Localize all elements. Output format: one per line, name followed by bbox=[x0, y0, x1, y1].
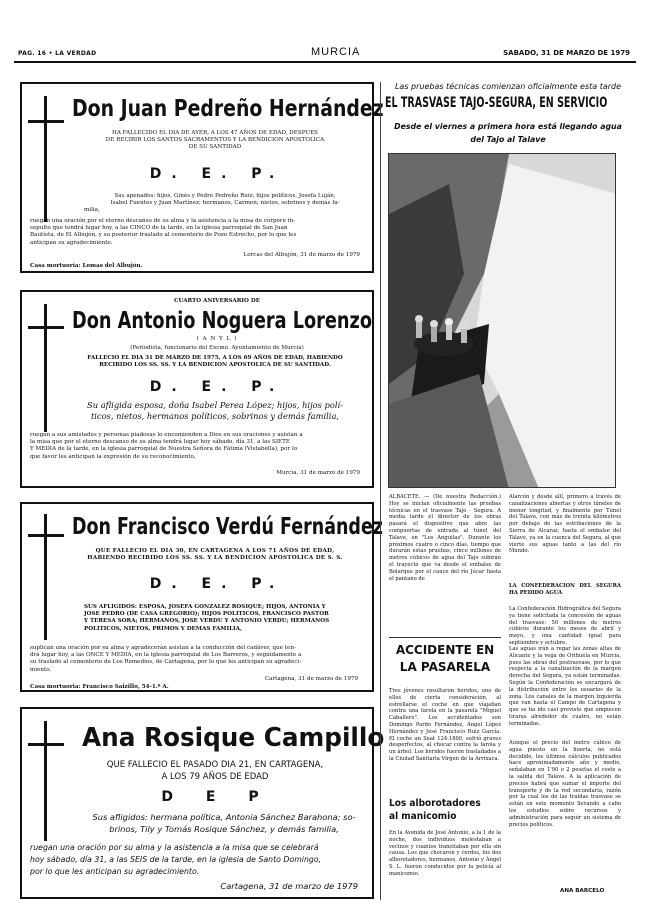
notice-line: HA FALLECIDO EL DIA DE AYER, A LOS 47 AÑOS DE EDAD, DESPUES bbox=[111, 130, 319, 136]
canal-photo-image bbox=[389, 154, 616, 488]
page-number: PAG. 16 • LA VERDAD bbox=[18, 50, 97, 57]
request-line: su traslado al cementerio de Los Remedios, de Cartagena, por lo que les anticipan su agradeci- bbox=[30, 659, 302, 666]
accident-box bbox=[389, 637, 501, 674]
article-paragraph: Tres jóvenes resultaron heridos, uno de ellos de cierta consideración, al estrellarse el coche en que viajaban contra una farola en la pasarela "Miguel Caballero". Los accidentados son Domingo Pardo Fernández, Ángel López Hernández y José Francisco Ruiz García. El coche un Seat 124-1800, sufrió graves desperfectos, al chocar contra la farola y un árbol. Los heridos fueron trasladados a la Ciudad Sanitaria Virgen de la Arrixaca. bbox=[389, 688, 501, 762]
canal-photo bbox=[388, 153, 616, 488]
obituary-name: Don Antonio Noguera Lorenzo bbox=[72, 308, 373, 334]
family-line: Sus apenados: hijos, Ginés y Pedro Pedreño Ruiz; hijos políticos, Josefa Luján, bbox=[114, 193, 336, 199]
family-line: brinos, Tily y Tomás Rosique Sánchez, y demás familia, bbox=[109, 824, 339, 834]
cross-bar bbox=[28, 534, 64, 537]
family-list bbox=[62, 400, 368, 422]
request-line: hoy sábado, día 31, a las SEIS de la tarde, en la iglesia de Santo Domingo, bbox=[30, 855, 322, 864]
notice-line: RECIBIDO LOS SS. SS. Y LA BENDICION APOSTOLICA DE SU SANTIDAD. bbox=[99, 362, 331, 369]
cross-icon bbox=[44, 514, 47, 640]
funeral-home: Casa mortuoria: Lomas del Albujón. bbox=[30, 263, 143, 269]
accident-title bbox=[389, 642, 501, 676]
family-list bbox=[84, 193, 366, 215]
article-kicker: Las pruebas técnicas comienzan oficialmente esta tarde bbox=[394, 82, 622, 91]
cross-bar bbox=[28, 120, 64, 123]
request-text bbox=[30, 218, 366, 247]
place-date: Lorcas del Albujón, 31 de marzo de 1979 bbox=[243, 252, 360, 258]
obituary-noguera bbox=[20, 290, 374, 488]
request-line: ruegan una oración por su alma y la asistencia a la misa que se celebrará bbox=[30, 843, 319, 852]
request-line: ruegan a sus amistades y personas piadosas lo encomienden a Dios en sus oraciones y asistan a bbox=[30, 432, 303, 438]
request-line: anticipan su agradecimiento. bbox=[30, 239, 113, 246]
family-line: Sus afligidos: hermana política, Antonia Sánchez Barahona; so- bbox=[92, 812, 356, 822]
dep-label: D. E. P. bbox=[149, 166, 285, 182]
cross-bar bbox=[28, 326, 64, 329]
pseudonym: ( A N Y L ) bbox=[196, 336, 238, 342]
notice-line: FALLECIO EL DIA 31 DE MARZO DE 1975, A LOS 69 AÑOS DE EDAD, HABIENDO bbox=[87, 355, 343, 361]
family-line: Isabel Fuentes y Juan Martínez; hermanos, Carmen; nietos, sobrinos y demás fa- bbox=[110, 200, 340, 207]
family-list bbox=[82, 811, 366, 835]
family-line: JOSE PEDRO (DE CASA GREGORIO); HIJOS POLITICOS, FRANCISCO PASTOR bbox=[84, 611, 329, 618]
funeral-home: Casa mortuoria: Francisco Saizillo, 54-1.º A. bbox=[30, 684, 169, 690]
request-text bbox=[30, 645, 366, 674]
obituary-notice bbox=[64, 130, 366, 152]
article-subhead: LA CONFEDERACION DEL SEGURA HA PEDIDO AGUA bbox=[509, 583, 621, 596]
notice-line: DE SU SANTIDAD bbox=[188, 144, 242, 151]
article-deck bbox=[385, 120, 631, 146]
place-date: Cartagena, 31 de marzo de 1979 bbox=[264, 676, 358, 682]
cross-icon bbox=[44, 96, 47, 222]
title-line: al manicomio bbox=[389, 811, 457, 822]
notice-line: A LOS 79 AÑOS DE EDAD bbox=[161, 772, 269, 782]
request-line: que favor les anticipan la expresión de su reconocimiento. bbox=[30, 453, 196, 460]
obituary-verdu bbox=[20, 502, 383, 692]
family-line: Su afligida esposa, doña Isabel Perea López; hijos, hijos polí- bbox=[87, 400, 343, 410]
request-line: por lo que les anticipan su agradecimiento. bbox=[30, 867, 200, 876]
occupation: (Periodista, funcionario del Excmo. Ayuntamiento de Murcia) bbox=[130, 345, 304, 351]
obituary-name: Don Juan Pedreño Hernández bbox=[72, 96, 384, 122]
obituary-notice bbox=[62, 355, 368, 369]
deck-line: Desde el viernes a primera hora está llegando agua bbox=[394, 122, 622, 131]
cross-bar bbox=[28, 743, 64, 746]
request-line: Bautista, de El Albujón, y su posterior traslado al cementerio de Pozo Estrecho, por lo que les bbox=[30, 232, 297, 239]
title-line: Los alborotadores bbox=[389, 798, 481, 809]
article-paragraph: La Confederación Hidrográfica del Segura ya tiene solicitada la concesión de aguas del trasvase: 50 millones de metros cúbicos durante los meses de abril y mayo, y una cantidad igual para septiembre y octubre. bbox=[509, 606, 621, 646]
dep-label: D. E. P. bbox=[149, 379, 285, 395]
section-title: MURCIA bbox=[311, 46, 361, 58]
dep-label: D. E. P. bbox=[149, 576, 285, 592]
family-line: ticos, nietos, hermanos políticos, sobrinos y demás familia, bbox=[90, 411, 340, 421]
request-line: suplican una oración por su alma y agradecerán asistan a la conducción del cadáver, que ten- bbox=[30, 645, 296, 651]
family-line: Y TERESA SORA; HERMANOS, JOSE VERDU Y ANTONIO VERDU; HERMANOS bbox=[84, 618, 330, 625]
request-line: sepulto que tendrá lugar hoy, a las CINCO de la tarde, en la iglesia parroquial de San Juan bbox=[30, 225, 288, 232]
family-line: SUS AFLIGIDOS: ESPOSA, JOSEFA GONZALEZ ROSIQUE; HIJOS, ANTONIA Y bbox=[84, 604, 326, 610]
page-header bbox=[14, 45, 636, 63]
obituary-notice bbox=[62, 759, 368, 783]
article-paragraph: Aunque el precio del metro cúbico de agua puesto en la huerta, no está decidido, los últimos cálculos publicados hace aproximadamente año y medio, señalaban en 1'90 o 2 pesetas el coste a la salida del Talave. A la aplicación de precios habrá que sumar el importe del transporte y de la red secundaria, razón por la cual los de las traídas trasvase se están en este momento llevando a cabo los estudios sobre recursos y administración para seguir un sistema de precios políticos. bbox=[509, 740, 621, 828]
obituary-name: Don Francisco Verdú Fernández bbox=[72, 514, 383, 540]
notice-line: HABIENDO RECIBIDO LOS SS. SS. Y LA BENDICION APOSTOLICA DE S. S. bbox=[87, 555, 343, 562]
request-text bbox=[30, 432, 366, 461]
request-line: Y MEDIA de la tarde, en la iglesia parroquial de Nuestra Señora de Fátima (Vistabella), por lo bbox=[30, 446, 298, 453]
family-line: POLITICOS, NIETOS, PRIMOS Y DEMAS FAMILIA, bbox=[84, 625, 242, 632]
notice-line: QUE FALLECIO EL DIA 30, EN CARTAGENA A LOS 71 AÑOS DE EDAD, bbox=[95, 548, 335, 554]
article-paragraph: Alarcón y desde allí, primero a través de canalizaciones abiertas y otros túneles de menor longitud, y finalmente por Túnel del Talave, con más de treinta kilómetros por debajo de las estribaciones de la Sierra de Alcaraz, hasta el embalse del Talave, ya en la cuenca del Segura, al que vierte sus aguas tanto a las del río Mundo. bbox=[509, 494, 621, 555]
obituary-pedreno bbox=[20, 82, 384, 273]
request-line: la misa que por el eterno descanso de su alma tendrá lugar hoy sábado, día 31, a las SIETE bbox=[30, 439, 290, 446]
request-text bbox=[30, 842, 366, 878]
cross-icon bbox=[44, 304, 47, 432]
title-line: LA PASARELA bbox=[399, 660, 491, 674]
deck-line: del Tajo al Talave bbox=[470, 135, 546, 144]
cross-icon bbox=[44, 721, 47, 841]
dep-label: D E P bbox=[161, 789, 273, 805]
request-line: ruegan una oración por el eterno descanso de su alma y la asistencia a la misa de corpore in- bbox=[30, 218, 295, 224]
article-byline: ANA BARCELO bbox=[560, 888, 605, 894]
request-line: drá lugar hoy, a las ONCE Y MEDIA, en la iglesia parroquial de Los Barreros, y seguidamente a bbox=[30, 652, 302, 659]
anniversary-label: CUARTO ANIVERSARIO DE bbox=[174, 298, 260, 304]
article-paragraph: ALBACETE. — (De nuestra Redacción.) Hoy se inician oficialmente las pruebas técnicas en el trasvase Tajo - Segura. A media tarde el director de los obras pasará el dispositivo que abre las compuertas de entrada al túnel del Talave, en "Los Anguilas". Durante los próximos cuatro o cinco días, tiempo que durarán estas pruebas, cinco millones de metros cúbicos de agua del Tajo subirán el trayecto que va desde el embalse de Bolarque por el cauce del río Júcar hasta el pantano de bbox=[389, 494, 501, 582]
article-paragraph: En la Avenida de José Antonio, a la 1 de la noche, dos individuos molestaban a vecinos y cuantos transitaban por ella sin causa. Los que chocaron y cerdos, los dos alborotadores, hermanos, Antonio y Ángel S. L. fueron conducidos por la policía al manicomio. bbox=[389, 830, 501, 877]
notice-line: QUE FALLECIO EL PASADO DIA 21, EN CARTAGENA, bbox=[106, 760, 324, 770]
obituary-rosique bbox=[20, 707, 385, 899]
issue-date: SABADO, 31 DE MARZO DE 1979 bbox=[503, 49, 630, 57]
family-list bbox=[84, 604, 366, 633]
request-line: miento. bbox=[30, 666, 52, 673]
obituary-name: Ana Rosique Campillo bbox=[82, 723, 385, 753]
family-line: milia, bbox=[84, 207, 100, 214]
article-headline: EL TRASVASE TAJO-SEGURA, EN SERVICIO bbox=[385, 95, 608, 111]
place-date: Murcia, 31 de marzo de 1979 bbox=[276, 470, 360, 476]
notice-line: DE RECIBIR LOS SANTOS SACRAMENTOS Y LA BENDICION APOSTOLICA bbox=[105, 137, 325, 144]
alborotadores-title bbox=[389, 797, 490, 823]
obituary-notice bbox=[64, 548, 366, 562]
article-paragraph: Las aguas irán a regar las zonas altas de Alicante y la vega de Orihuela en Murcia, pues las obras del postrasvase, por lo que respecta a la canalización de la margen derecha del Segura, ya están terminadas. Según la Confederación se encargará de la distribución entre los usuarios de la zona. Los canales de la margen izquierda que van hasta el Campo de Cartagena y que se ha ido casi previsto que empiecen tiraras alrededor de cuatro, no están terminadas. bbox=[509, 646, 621, 727]
place-date: Cartagena, 31 de marzo de 1979 bbox=[220, 881, 358, 891]
title-line: ACCIDENTE EN bbox=[395, 643, 495, 657]
